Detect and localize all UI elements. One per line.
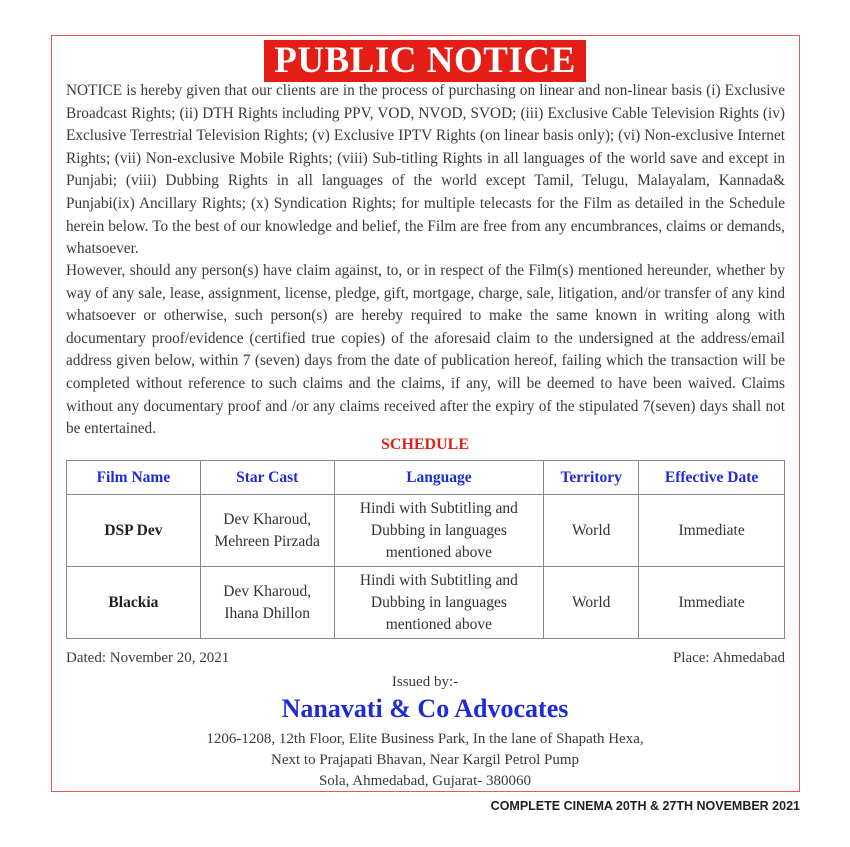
- notice-paragraph-1: NOTICE is hereby given that our clients are in the process of purchasing on linear and non-linear basis (i) Exclusive Broadcast Rights; (ii) DTH Rights including PPV, VOD, NVOD, SVOD; (iii) Exclusive Cable Television Rights (iv) Exclusive Terrestrial Television Rights; (v) Exclusive IPTV Rights (on linear basis only); (vi) Non-exclusive Internet Rights; (vii) Non-exclusive Mobile Rights; (viii) Sub-titling Rights in all languages of the world save and except in Punjabi; (viii) Dubbing Rights in all languages of the world except Tamil, Telugu, Malayalam, Kannada& Punjabi(ix) Ancillary Rights; (x) Syndication Rights; for multiple telecasts for the Film as detailed in the Schedule herein below. To the best of our knowledge and belief, the Film are free from any encumbrances, claims or demands, whatsoever.: [66, 82, 785, 258]
- star-cast-cell: [200, 495, 334, 567]
- place-text: Place: Ahmedabad: [672, 650, 785, 666]
- address-line-2: Next to Prajapati Bhavan, Near Kargil Petrol Pump: [271, 752, 579, 768]
- publication-credit: COMPLETE CINEMA 20TH & 27TH NOVEMBER 2021: [490, 799, 800, 813]
- firm-name: Nanavati & Co Advocates: [281, 694, 569, 723]
- language-line: Dubbing in languages: [370, 521, 507, 539]
- column-header-territory: Territory: [544, 461, 639, 495]
- column-header-language: Language: [334, 461, 544, 495]
- film-name-cell: Blackia: [67, 567, 201, 639]
- language-line: mentioned above: [385, 615, 493, 633]
- column-header-star-cast: Star Cast: [200, 461, 334, 495]
- address-line-3: Sola, Ahmedabad, Gujarat- 380060: [318, 773, 532, 789]
- notice-title: PUBLIC NOTICE: [264, 40, 586, 82]
- table-row: [67, 495, 785, 567]
- language-line: Hindi with Subtitling and: [359, 571, 518, 589]
- schedule-heading: SCHEDULE: [380, 436, 470, 453]
- notice-paragraph-2: However, should any person(s) have claim against, to, or in respect of the Film(s) mentioned hereunder, whether by way of any sale, lease, assignment, license, pledge, gift, mortgage, charge, sale, litigation, and/or transfer of any kind whatsoever or otherwise, such person(s) are hereby required to make the same known in writing along with documentary proof/evidence (certified true copies) of the aforesaid claim to the undersigned at the address/email address given below, within 7 (seven) days from the date of publication hereof, failing which the transaction will be completed without reference to such claims and the claims, if any, will be deemed to have been waived. Claims without any documentary proof and /or any claims received after the expiry of the stipulated 7(seven) days shall not be entertained.: [66, 262, 785, 438]
- territory-cell: World: [544, 495, 639, 567]
- title-wrapper: [0, 40, 850, 82]
- address-line-1: 1206-1208, 12th Floor, Elite Business Park, In the lane of Shapath Hexa,: [206, 731, 644, 747]
- star-cast-line: Dev Kharoud,: [223, 510, 312, 528]
- film-name-cell: DSP Dev: [67, 495, 201, 567]
- table-row: [67, 567, 785, 639]
- language-cell: [334, 495, 544, 567]
- star-cast-line: Dev Kharoud,: [223, 582, 312, 600]
- language-line: Dubbing in languages: [370, 593, 507, 611]
- star-cast-line: Ihana Dhillon: [224, 604, 311, 622]
- issued-by-text: Issued by:-: [391, 674, 459, 690]
- effective-date-cell: Immediate: [639, 495, 785, 567]
- language-line: Hindi with Subtitling and: [359, 499, 518, 517]
- star-cast-line: Mehreen Pirzada: [214, 532, 320, 550]
- column-header-film-name: Film Name: [67, 461, 201, 495]
- table-header-row: [67, 461, 785, 495]
- schedule-table: [66, 460, 785, 639]
- territory-cell: World: [544, 567, 639, 639]
- effective-date-cell: Immediate: [639, 567, 785, 639]
- star-cast-cell: [200, 567, 334, 639]
- language-line: mentioned above: [385, 543, 493, 561]
- column-header-effective-date: Effective Date: [639, 461, 785, 495]
- language-cell: [334, 567, 544, 639]
- dated-text: Dated: November 20, 2021: [66, 650, 230, 666]
